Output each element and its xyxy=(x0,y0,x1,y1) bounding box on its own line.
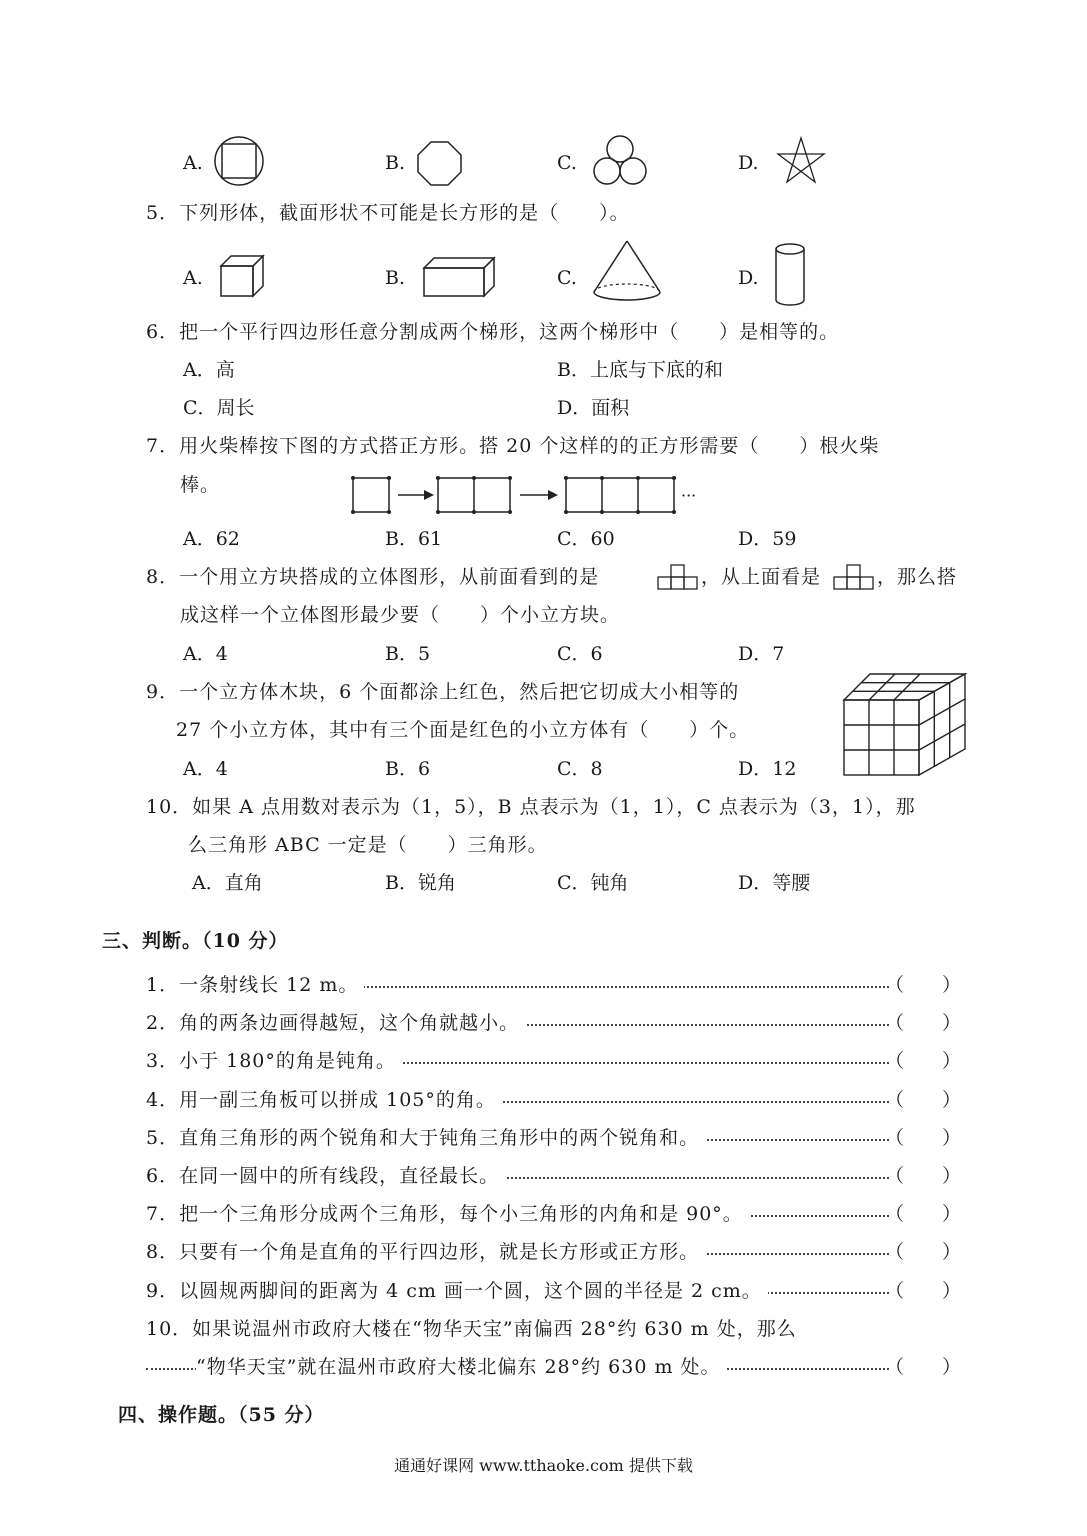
top-view-figure xyxy=(832,562,876,590)
cuboid-figure xyxy=(421,255,497,299)
judge-item-text: 6．在同一圆中的所有线段，直径最长。 xyxy=(146,1164,505,1188)
q7-option-c: C．60 xyxy=(557,528,615,550)
q5-option-c-label: C. xyxy=(557,267,577,289)
judge-item-text: 1．一条射线长 12 m。 xyxy=(146,973,364,997)
q9-text-line1: 9．一个立方体木块，6 个面都涂上红色，然后把它切成大小相等的 xyxy=(146,681,740,703)
q9-option-c: C．8 xyxy=(557,758,603,780)
answer-blank: （ ） xyxy=(884,974,961,996)
answer-blank: （ ） xyxy=(884,1356,961,1378)
star-figure xyxy=(776,136,826,186)
q9-option-d: D．12 xyxy=(738,758,797,780)
q10-option-c: C．钝角 xyxy=(557,872,629,894)
answer-blank: （ ） xyxy=(884,1089,961,1111)
matchstick-squares-figure xyxy=(350,474,680,516)
q8-option-c: C．6 xyxy=(557,643,603,665)
answer-blank: （ ） xyxy=(884,1050,961,1072)
cube-figure xyxy=(218,253,266,299)
judge-item-text: “物华天宝”就在温州市政府大楼北偏东 28°约 630 m 处。 xyxy=(196,1355,727,1379)
q4-option-a-label: A. xyxy=(183,152,203,174)
q7-option-b: B．61 xyxy=(385,528,443,550)
judge-item-2 xyxy=(146,1011,961,1035)
q6-option-b: B．上底与下底的和 xyxy=(557,359,723,381)
q5-option-d-label: D. xyxy=(738,267,759,289)
q8-text-line2: 成这样一个立体图形最少要（ ）个小立方块。 xyxy=(180,604,621,626)
q8-text-line1b: ，从上面看是 xyxy=(701,566,822,588)
octagon-figure xyxy=(416,140,464,188)
q7-ellipsis: ··· xyxy=(681,486,697,505)
judge-item-9 xyxy=(146,1279,961,1303)
judge-item-text: 2．角的两条边画得越短，这个角就越小。 xyxy=(146,1011,525,1035)
circle-with-square-figure xyxy=(214,136,266,188)
judge-item-text: 5．直角三角形的两个锐角和大于钝角三角形中的两个锐角和。 xyxy=(146,1126,705,1150)
judge-item-text: 9．以圆规两脚间的距离为 4 cm 画一个圆，这个圆的半径是 2 cm。 xyxy=(146,1279,768,1303)
q7-option-d: D．59 xyxy=(738,528,797,550)
q8-text-line1c: ，那么搭 xyxy=(877,566,958,588)
answer-blank: （ ） xyxy=(884,1012,961,1034)
answer-blank: （ ） xyxy=(884,1280,961,1302)
answer-blank: （ ） xyxy=(884,1241,961,1263)
answer-blank: （ ） xyxy=(884,1203,961,1225)
q5-text: 5．下列形体，截面形状不可能是长方形的是（ ）。 xyxy=(146,202,630,224)
q4-option-b-label: B. xyxy=(385,152,406,174)
section3-title: 三、判断。（10 分） xyxy=(102,930,289,952)
q7-option-a: A．62 xyxy=(183,528,240,550)
judge-item-1 xyxy=(146,973,961,997)
cone-figure xyxy=(591,238,663,304)
q6-text: 6．把一个平行四边形任意分割成两个梯形，这两个梯形中（ ）是相等的。 xyxy=(146,321,840,343)
q8-text-line1a: 8．一个用立方块搭成的立体图形，从前面看到的是 xyxy=(146,566,600,588)
cylinder-figure xyxy=(773,242,809,308)
judge-item-4 xyxy=(146,1088,961,1112)
section4-title: 四、操作题。（55 分） xyxy=(118,1404,325,1426)
judge-item-text: 8．只要有一个角是直角的平行四边形，就是长方形或正方形。 xyxy=(146,1240,705,1264)
judge-item-text: 3．小于 180°的角是钝角。 xyxy=(146,1049,402,1073)
judge-item-7 xyxy=(146,1202,961,1226)
q10-option-d: D．等腰 xyxy=(738,872,811,894)
q6-option-c: C．周长 xyxy=(183,397,255,419)
judge-item-8 xyxy=(146,1240,961,1264)
q6-option-a: A．高 xyxy=(183,359,235,381)
q9-text-line2: 27 个小立方体，其中有三个面是红色的小立方体有（ ）个。 xyxy=(176,719,750,741)
q9-option-b: B．6 xyxy=(385,758,431,780)
three-circles-figure xyxy=(592,134,650,188)
q8-option-a: A．4 xyxy=(183,643,228,665)
q5-option-b-label: B. xyxy=(385,267,406,289)
q10-text-line1: 10．如果 A 点用数对表示为（1，5），B 点表示为（1，1），C 点表示为（3，1），那 xyxy=(146,796,916,818)
q10-text-line2: 么三角形 ABC 一定是（ ）三角形。 xyxy=(188,834,548,856)
judge-item-10-line1: 10．如果说温州市政府大楼在“物华天宝”南偏西 28°约 630 m 处，那么 xyxy=(146,1318,797,1340)
q5-option-a-label: A. xyxy=(183,267,203,289)
q10-option-b: B．锐角 xyxy=(385,872,456,894)
cut-cube-figure xyxy=(842,672,970,778)
judge-item-text: 7．把一个三角形分成两个三角形，每个小三角形的内角和是 90°。 xyxy=(146,1202,749,1226)
q8-option-d: D．7 xyxy=(738,643,785,665)
front-view-figure xyxy=(656,562,700,590)
q7-text-line2: 棒。 xyxy=(180,474,221,496)
q4-option-d-label: D. xyxy=(738,152,759,174)
judge-item-text: 4．用一副三角板可以拼成 105°的角。 xyxy=(146,1088,502,1112)
q8-option-b: B．5 xyxy=(385,643,431,665)
answer-blank: （ ） xyxy=(884,1127,961,1149)
q6-option-d: D．面积 xyxy=(557,397,630,419)
q9-option-a: A．4 xyxy=(183,758,228,780)
judge-item-6 xyxy=(146,1164,961,1188)
q4-option-c-label: C. xyxy=(557,152,577,174)
q7-text-line1: 7．用火柴棒按下图的方式搭正方形。搭 20 个这样的的正方形需要（ ）根火柴 xyxy=(146,435,880,457)
judge-item-10 xyxy=(146,1355,961,1379)
q10-option-a: A．直角 xyxy=(192,872,263,894)
answer-blank: （ ） xyxy=(884,1165,961,1187)
judge-item-3 xyxy=(146,1049,961,1073)
judge-item-5 xyxy=(146,1126,961,1150)
footer-credit: 通通好课网 www.tthaoke.com 提供下载 xyxy=(394,1456,693,1475)
